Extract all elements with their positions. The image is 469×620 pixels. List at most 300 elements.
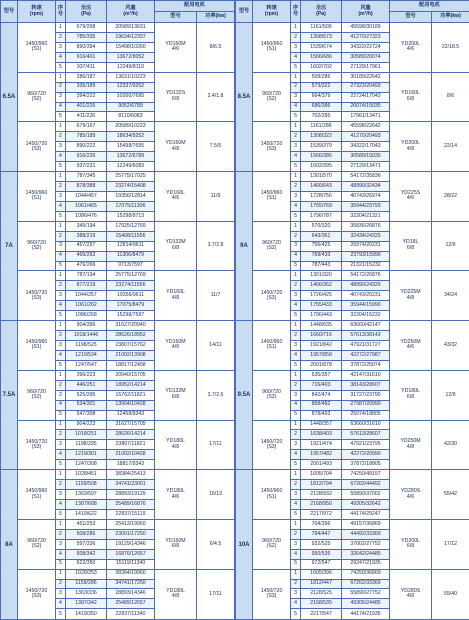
pressure-cell: 1387/342 <box>66 599 107 609</box>
flow-cell: 11306/8479 <box>107 251 155 261</box>
flow-cell: 47921/23795 <box>342 440 390 450</box>
pressure-cell: 286/187 <box>66 72 107 82</box>
pressure-cell: 679/167 <box>66 122 107 132</box>
seq-cell: 3 <box>56 341 66 351</box>
seq-cell: 3 <box>56 589 66 599</box>
right-table-body <box>236 23 469 620</box>
header-power: 功率(kw) <box>432 12 469 23</box>
flow-cell: 42272/20990 <box>342 450 390 460</box>
pressure-cell: 1605/396 <box>301 569 342 579</box>
seq-cell: 1 <box>291 221 301 231</box>
flow-cell: 22724/17043 <box>342 92 390 102</box>
flow-cell: 41270/27323 <box>342 32 390 42</box>
seq-cell: 4 <box>56 500 66 510</box>
seq-cell: 5 <box>56 360 66 370</box>
power-cell: 34/24 <box>432 271 469 321</box>
seq-cell: 2 <box>56 529 66 539</box>
flow-cell: 13672/6789 <box>107 152 155 162</box>
pressure-cell: 785/189 <box>66 132 107 142</box>
motor-model-cell: YD250M 4/8 <box>390 420 432 470</box>
flow-cell: 20074/15035 <box>342 102 390 112</box>
pressure-cell: 547/308 <box>66 410 107 420</box>
header-power: 功率(kw) <box>197 12 235 23</box>
pressure-cell: 787/443 <box>301 261 342 271</box>
seq-cell: 5 <box>56 410 66 420</box>
flow-cell: 37872/18805 <box>342 460 390 470</box>
pressure-cell: 1755/769 <box>301 201 342 211</box>
flow-cell: 13631/10223 <box>107 72 155 82</box>
flow-cell: 18817/12458 <box>107 360 155 370</box>
motor-model-cell: YD160L 4/8 <box>155 271 197 321</box>
seq-cell: 1 <box>56 420 66 430</box>
flow-cell: 18634/9252 <box>107 132 155 142</box>
pressure-cell: 842/474 <box>301 390 342 400</box>
table-row <box>1 569 235 579</box>
pressure-cell: 1921/842 <box>301 341 342 351</box>
pressure-cell: 890/222 <box>66 142 107 152</box>
pressure-cell: 1161/286 <box>301 122 342 132</box>
pressure-cell: 1466/362 <box>301 281 342 291</box>
flow-cell: 12249/8110 <box>107 62 155 72</box>
table-row <box>236 172 469 182</box>
seq-cell: 5 <box>291 311 301 321</box>
header-pressure-title: 全压 <box>315 5 327 12</box>
seq-cell: 2 <box>56 281 66 291</box>
pressure-cell: 937/411 <box>66 62 107 72</box>
seq-cell: 3 <box>291 42 301 52</box>
pressure-cell: 1086/476 <box>66 211 107 221</box>
power-cell: 17/11 <box>197 569 235 619</box>
header-flow-unit: (m³/h) <box>358 10 373 17</box>
flow-cell: 27129/17961 <box>342 62 390 72</box>
pressure-cell: 1159/508 <box>66 480 107 490</box>
seq-cell: 1 <box>291 519 301 529</box>
pressure-cell: 1419/622 <box>66 509 107 519</box>
speed-cell: 1450/720 (S3) <box>253 420 291 470</box>
seq-cell: 1 <box>291 370 301 380</box>
flow-cell: 23807/11821 <box>107 440 155 450</box>
seq-cell: 3 <box>291 291 301 301</box>
pressure-cell: 1602/702 <box>301 62 342 72</box>
seq-cell: 4 <box>56 450 66 460</box>
pressure-cell: 787/194 <box>66 271 107 281</box>
flow-cell: 21321/15232 <box>342 261 390 271</box>
flow-cell: 20589/10223 <box>107 122 155 132</box>
seq-cell: 2 <box>291 281 301 291</box>
pressure-cell: 573/322 <box>301 82 342 92</box>
power-cell: 17/12 <box>432 519 469 569</box>
flow-cell: 30589/20074 <box>342 52 390 62</box>
pressure-cell: 1448/357 <box>301 420 342 430</box>
speed-cell: 960/720 (S2) <box>18 72 56 122</box>
seq-cell: 3 <box>56 539 66 549</box>
flow-cell: 57613/28607 <box>342 430 390 440</box>
seq-cell: 5 <box>291 62 301 72</box>
seq-cell: 1 <box>56 72 66 82</box>
pressure-cell: 702/395 <box>301 112 342 122</box>
flow-cell: 38143/28607 <box>342 380 390 390</box>
pressure-cell: 2217/972 <box>301 509 342 519</box>
seq-cell: 4 <box>56 152 66 162</box>
pressure-cell: 787/345 <box>66 172 107 182</box>
power-cell: 3.7/2.6 <box>197 370 235 420</box>
seq-cell: 5 <box>56 261 66 271</box>
flow-cell: 44492/33369 <box>342 529 390 539</box>
pressure-cell: 904/396 <box>66 321 107 331</box>
header-pressure-unit: (Pa) <box>316 10 326 17</box>
flow-cell: 20940/15705 <box>107 370 155 380</box>
motor-model-cell: YD225S 4/6 <box>390 172 432 222</box>
flow-cell: 15298/9713 <box>107 211 155 221</box>
motor-model-cell: YD132M 6/8 <box>155 221 197 271</box>
header-seq-sub: 号 <box>292 10 299 17</box>
flow-cell: 23274/11556 <box>107 281 155 291</box>
table-row <box>1 72 235 82</box>
pressure-cell: 446/251 <box>66 380 107 390</box>
seq-cell: 3 <box>291 440 301 450</box>
pressure-cell: 1219/534 <box>66 350 107 360</box>
flow-cell: 19356/9611 <box>107 291 155 301</box>
flow-cell: 23793/15990 <box>342 251 390 261</box>
flow-cell: 28893/14346 <box>107 589 155 599</box>
flow-cell: 28626/14214 <box>107 430 155 440</box>
power-cell: 16/13 <box>197 470 235 520</box>
seq-cell: 5 <box>56 112 66 122</box>
header-pressure <box>301 1 342 23</box>
flow-cell: 30589/15035 <box>342 152 390 162</box>
flow-cell: 47921/31727 <box>342 341 390 351</box>
fan-model-cell: 7.5A <box>1 321 18 470</box>
header-pressure-title: 全压 <box>80 5 92 12</box>
header-motor-model: 型号 <box>155 12 197 23</box>
speed-cell: 960/720 (S2) <box>253 370 291 420</box>
flow-cell: 55890/27752 <box>342 589 390 599</box>
header-seq-title: 序 <box>57 5 64 12</box>
motor-model-cell: YD180L 4/8 <box>155 420 197 470</box>
header-speed-title: 转速 <box>266 5 277 12</box>
motor-model-cell: YD132M 6/8 <box>155 370 197 420</box>
flow-cell: 17025/12769 <box>107 221 155 231</box>
flow-cell: 32434/24325 <box>342 231 390 241</box>
pressure-cell: 2168/950 <box>301 500 342 510</box>
power-cell: 22/14 <box>432 122 469 172</box>
pressure-cell: 1448/635 <box>301 321 342 331</box>
pressure-cell: 451/253 <box>66 519 107 529</box>
seq-cell: 4 <box>291 450 301 460</box>
pressure-cell: 1796/443 <box>301 311 342 321</box>
seq-cell: 5 <box>56 211 66 221</box>
seq-cell: 3 <box>56 142 66 152</box>
header-flow-title: 风量 <box>125 5 136 12</box>
table-row <box>1 420 235 430</box>
seq-cell: 5 <box>56 162 66 172</box>
flow-cell: 25775/17025 <box>107 172 155 182</box>
motor-model-cell: YD160M 6/8 <box>155 519 197 569</box>
power-cell: 2.4/1.8 <box>197 72 235 122</box>
flow-cell: 25489/12657 <box>107 599 155 609</box>
speed-cell: 1450/960 (S1) <box>253 321 291 371</box>
pressure-cell: 686/386 <box>301 102 342 112</box>
flow-cell: 42147/31610 <box>342 370 390 380</box>
seq-cell: 2 <box>291 231 301 241</box>
table-row <box>236 470 469 480</box>
seq-cell: 1 <box>56 271 66 281</box>
seq-cell: 5 <box>291 162 301 172</box>
seq-cell: 5 <box>291 509 301 519</box>
speed-cell: 1450/720 (S3) <box>253 569 291 619</box>
speed-cell: 1450/720 (S3) <box>253 122 291 172</box>
seq-cell: 4 <box>56 549 66 559</box>
pressure-cell: 1387/608 <box>66 500 107 510</box>
pressure-cell: 1161/509 <box>301 23 342 33</box>
speed-cell: 960/720 (S2) <box>253 72 291 122</box>
seq-cell: 5 <box>291 609 301 620</box>
flow-cell: 17961/13471 <box>342 112 390 122</box>
motor-model-cell: YD250M 4/6 <box>390 321 432 371</box>
pressure-cell: 916/401 <box>66 52 107 62</box>
seq-cell: 5 <box>291 460 301 470</box>
flow-cell: 54172/35836 <box>342 172 390 182</box>
pressure-cell: 1602/395 <box>301 162 342 172</box>
header-pressure-unit: (Pa) <box>81 10 91 17</box>
header-motor-model: 型号 <box>390 12 432 23</box>
speed-cell: 1450/720 (S3) <box>18 420 56 470</box>
seq-cell: 4 <box>291 350 301 360</box>
flow-cell: 34741/23001 <box>107 480 155 490</box>
pressure-cell: 509/286 <box>301 72 342 82</box>
flow-cell: 57613/38143 <box>342 331 390 341</box>
speed-cell: 960/720 (S2) <box>253 221 291 271</box>
power-cell: 8/6 <box>432 72 469 122</box>
speed-cell: 1450/960 (S1) <box>18 470 56 520</box>
speed-cell: 1450/960 (S1) <box>18 23 56 73</box>
seq-cell: 3 <box>291 241 301 251</box>
flow-cell: 37872/25074 <box>342 360 390 370</box>
seq-cell: 4 <box>56 201 66 211</box>
flow-cell: 27987/20990 <box>342 400 390 410</box>
pressure-cell: 570/320 <box>301 221 342 231</box>
pressure-cell: 904/223 <box>66 420 107 430</box>
header-seq <box>291 1 301 23</box>
pressure-cell: 1061/465 <box>66 201 107 211</box>
pressure-cell: 1812/794 <box>301 480 342 490</box>
pressure-cell: 704/396 <box>301 519 342 529</box>
seq-cell: 1 <box>56 519 66 529</box>
seq-cell: 5 <box>291 211 301 221</box>
seq-cell: 3 <box>291 390 301 400</box>
pressure-cell: 679/298 <box>66 23 107 33</box>
flow-cell: 32204/15232 <box>342 311 390 321</box>
seq-cell: 2 <box>291 529 301 539</box>
table-row <box>236 23 469 33</box>
seq-cell: 4 <box>291 52 301 62</box>
pressure-cell: 1921/474 <box>301 440 342 450</box>
pressure-cell: 1726/425 <box>301 291 342 301</box>
pressure-cell: 401/226 <box>66 102 107 112</box>
power-cell: 7.5/5 <box>197 122 235 172</box>
motor-model-cell: YD18L 6/8 <box>390 221 432 271</box>
seq-cell: 4 <box>291 152 301 162</box>
pressure-cell: 877/219 <box>66 281 107 291</box>
header-speed <box>18 1 56 23</box>
table-row <box>236 519 469 529</box>
seq-cell: 3 <box>291 191 301 201</box>
flow-cell: 22837/11340 <box>107 609 155 620</box>
seq-cell: 2 <box>56 182 66 192</box>
seq-cell: 5 <box>291 261 301 271</box>
speed-cell: 1450/960 (S1) <box>253 470 291 520</box>
seq-cell: 1 <box>291 420 301 430</box>
seq-cell: 3 <box>56 241 66 251</box>
pressure-cell: 1796/787 <box>301 211 342 221</box>
pressure-cell: 608/342 <box>66 549 107 559</box>
flow-cell: 31727/23795 <box>342 390 390 400</box>
flow-cell: 15119/11340 <box>107 559 155 569</box>
pressure-cell: 1660/716 <box>301 331 342 341</box>
power-cell: 14/11 <box>197 321 235 371</box>
header-flow-unit: (m³/h) <box>123 10 138 17</box>
right-spec-table <box>235 0 469 620</box>
flow-cell: 15408/11556 <box>107 231 155 241</box>
pressure-cell: 785/335 <box>66 32 107 42</box>
flow-cell: 29247/21935 <box>342 559 390 569</box>
seq-cell: 4 <box>56 350 66 360</box>
pressure-cell: 932/525 <box>301 539 342 549</box>
flow-cell: 18952/14214 <box>107 380 155 390</box>
header-flow-title: 风量 <box>360 5 371 12</box>
pressure-cell: 1159/286 <box>66 579 107 589</box>
seq-cell: 5 <box>56 62 66 72</box>
flow-cell: 63660/42147 <box>342 321 390 331</box>
motor-model-cell: YD160M 4/6 <box>155 23 197 73</box>
seq-cell: 5 <box>56 509 66 519</box>
flow-cell: 32204/21321 <box>342 211 390 221</box>
seq-cell: 5 <box>56 559 66 569</box>
header-seq <box>56 1 66 23</box>
pressure-cell: 525/295 <box>66 390 107 400</box>
pressure-cell: 1044/257 <box>66 291 107 301</box>
seq-cell: 1 <box>56 172 66 182</box>
pressure-cell: 622/350 <box>66 559 107 569</box>
table-row <box>1 519 235 529</box>
pressure-cell: 878/493 <box>301 410 342 420</box>
pressure-cell: 396/223 <box>66 370 107 380</box>
speed-cell: 1450/960 (S1) <box>18 321 56 371</box>
pressure-cell: 972/547 <box>301 559 342 569</box>
motor-model-cell: YD160L 6/8 <box>390 72 432 122</box>
flow-cell: 28893/19129 <box>107 490 155 500</box>
pressure-cell: 2128/525 <box>301 589 342 599</box>
pressure-cell: 457/257 <box>66 241 107 251</box>
flow-cell: 28626/18952 <box>107 331 155 341</box>
seq-cell: 4 <box>291 251 301 261</box>
motor-model-cell: YD180L 4/8 <box>155 569 197 619</box>
seq-cell: 1 <box>291 23 301 33</box>
seq-cell: 3 <box>291 92 301 102</box>
seq-cell: 4 <box>291 400 301 410</box>
flow-cell: 22837/15119 <box>107 509 155 519</box>
seq-cell: 2 <box>291 579 301 589</box>
motor-model-cell: YD160M 4/6 <box>155 321 197 371</box>
pressure-cell: 794/447 <box>301 529 342 539</box>
seq-cell: 1 <box>291 569 301 579</box>
left-table-body <box>1 23 235 620</box>
seq-cell: 2 <box>56 331 66 341</box>
seq-cell: 4 <box>56 400 66 410</box>
flow-cell: 25775/12769 <box>107 271 155 281</box>
seq-cell: 2 <box>291 430 301 440</box>
table-row <box>1 172 235 182</box>
pressure-cell: 1539/379 <box>301 142 342 152</box>
pressure-cell: 394/222 <box>66 92 107 102</box>
seq-cell: 2 <box>291 182 301 192</box>
header-speed-unit: (rpm) <box>264 10 279 17</box>
flow-cell: 12458/9343 <box>107 410 155 420</box>
flow-cell: 74250/49157 <box>342 470 390 480</box>
seq-cell: 4 <box>56 301 66 311</box>
seq-cell: 1 <box>291 122 301 132</box>
motor-model-cell: YD160L 4/6 <box>155 172 197 222</box>
flow-cell: 15498/10260 <box>107 42 155 52</box>
seq-cell: 4 <box>56 599 66 609</box>
flow-cell: 49305/32642 <box>342 500 390 510</box>
motor-model-cell: YD280S 4/8 <box>390 569 432 619</box>
fan-model-cell: 6.5A <box>1 23 18 172</box>
speed-cell: 1450/960 (S1) <box>18 172 56 222</box>
pressure-cell: 476/266 <box>66 261 107 271</box>
power-cell: 11/7 <box>197 271 235 321</box>
pressure-cell: 878/388 <box>66 182 107 192</box>
speed-cell: 960/720 (S2) <box>18 221 56 271</box>
pressure-cell: 1363/597 <box>66 490 107 500</box>
seq-cell: 2 <box>291 82 301 92</box>
pressure-cell: 1308/573 <box>301 32 342 42</box>
flow-cell: 67202/33369 <box>342 579 390 589</box>
fan-model-cell: 9A <box>236 172 253 321</box>
flow-cell: 10260/7695 <box>107 92 155 102</box>
table-row <box>236 122 469 132</box>
flow-cell: 37002/27752 <box>342 539 390 549</box>
flow-cell: 49305/24485 <box>342 599 390 609</box>
flow-cell: 67202/44492 <box>342 480 390 490</box>
pressure-cell: 716/403 <box>301 380 342 390</box>
header-seq-sub: 号 <box>57 10 64 17</box>
header-speed <box>253 1 291 23</box>
flow-cell: 34741/17250 <box>107 579 155 589</box>
pressure-cell: 1028/253 <box>66 569 107 579</box>
seq-cell: 3 <box>56 440 66 450</box>
table-row <box>1 370 235 380</box>
seq-cell: 5 <box>291 410 301 420</box>
power-cell: 6/4.5 <box>197 519 235 569</box>
flow-cell: 15498/7695 <box>107 142 155 152</box>
flow-cell: 45598/30189 <box>342 23 390 33</box>
seq-cell: 2 <box>56 132 66 142</box>
motor-model-cell: YD280S 4/6 <box>390 470 432 520</box>
header-flow <box>342 1 390 23</box>
seq-cell: 2 <box>291 380 301 390</box>
flow-cell: 27129/13471 <box>342 162 390 172</box>
seq-cell: 5 <box>291 112 301 122</box>
flow-cell: 63660/31610 <box>342 420 390 430</box>
speed-cell: 1450/720 (S3) <box>253 271 291 321</box>
pressure-cell: 1812/447 <box>301 579 342 589</box>
pressure-cell: 2168/535 <box>301 599 342 609</box>
flow-cell: 48990/32434 <box>342 182 390 192</box>
pressure-cell: 1198/295 <box>66 440 107 450</box>
header-seq-title: 序 <box>292 5 299 12</box>
pressure-cell: 345/194 <box>66 221 107 231</box>
